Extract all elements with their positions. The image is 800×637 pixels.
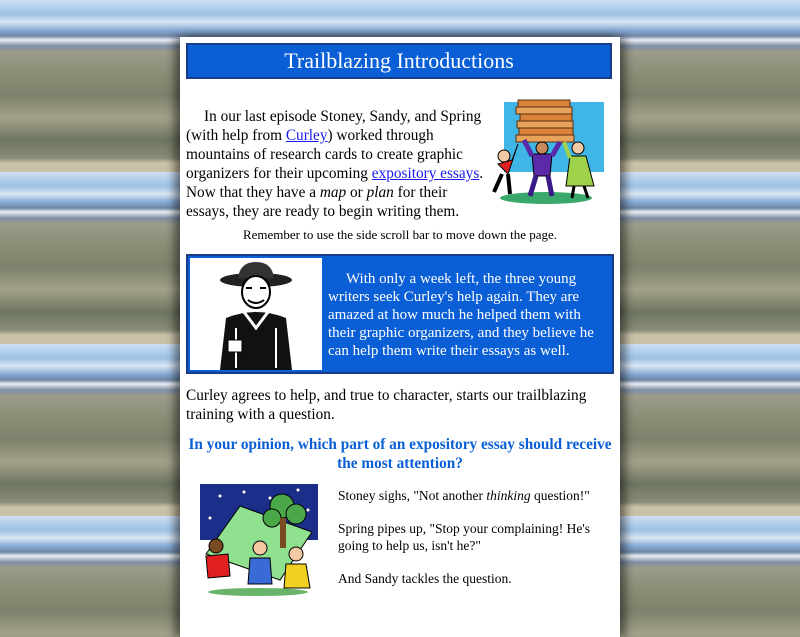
curley-info-box	[186, 254, 614, 374]
intro-indent	[186, 108, 204, 125]
stoney-line	[338, 487, 620, 504]
curley-box-text	[328, 270, 604, 360]
kids-thinking-image	[200, 484, 318, 597]
stoney-line-a: Stoney sighs, "Not another	[338, 488, 487, 503]
spring-line: Spring pipes up, "Stop your complaining! He's going to help us, isn't he?"	[338, 521, 591, 553]
expository-essays-link[interactable]: expository essays	[371, 165, 480, 182]
scroll-reminder: Remember to use the side scroll bar to move down the page.	[242, 227, 558, 242]
box-paragraph: With only a week left, the three young writers seek Curley's help again. They are amazed at how much he helped them with their graphic organizers, and they believe he can help them write their essays as well.	[328, 271, 594, 359]
curley-link[interactable]: Curley	[285, 127, 328, 144]
stoney-line-b: question!"	[530, 488, 590, 503]
dialog-section	[338, 487, 620, 603]
stoney-line-em: thinking	[486, 488, 531, 503]
intro-em-plan: plan	[366, 184, 394, 201]
intro-text-1: In our last episode Stoney, Sandy, and Spring (with help from	[186, 108, 482, 144]
card-stack-icon	[516, 100, 574, 142]
content-panel	[180, 37, 620, 637]
intro-text-3: . Now that they have a	[186, 165, 484, 201]
essay-question: In your opinion, which part of an expository essay should receive the most attention?	[188, 436, 612, 472]
intro-paragraph	[186, 107, 486, 221]
curley-agrees-paragraph: Curley agrees to help, and true to character, starts our trailblazing training with a question.	[186, 387, 587, 423]
intro-text-2: ) worked through mountains of research cards to create graphic organizers for their upcoming	[186, 127, 463, 182]
intro-text-4: or	[346, 184, 367, 201]
kids-carrying-cards-image	[490, 94, 608, 206]
box-indent	[328, 271, 346, 287]
page-title: Trailblazing Introductions	[186, 43, 612, 79]
intro-text-5: for their essays, they are ready to begin writing them.	[186, 184, 460, 220]
intro-em-map: map	[319, 184, 347, 201]
cowboy-icon	[190, 258, 322, 370]
sandy-line: And Sandy tackles the question.	[338, 571, 512, 586]
curley-cowboy-image	[190, 258, 322, 370]
